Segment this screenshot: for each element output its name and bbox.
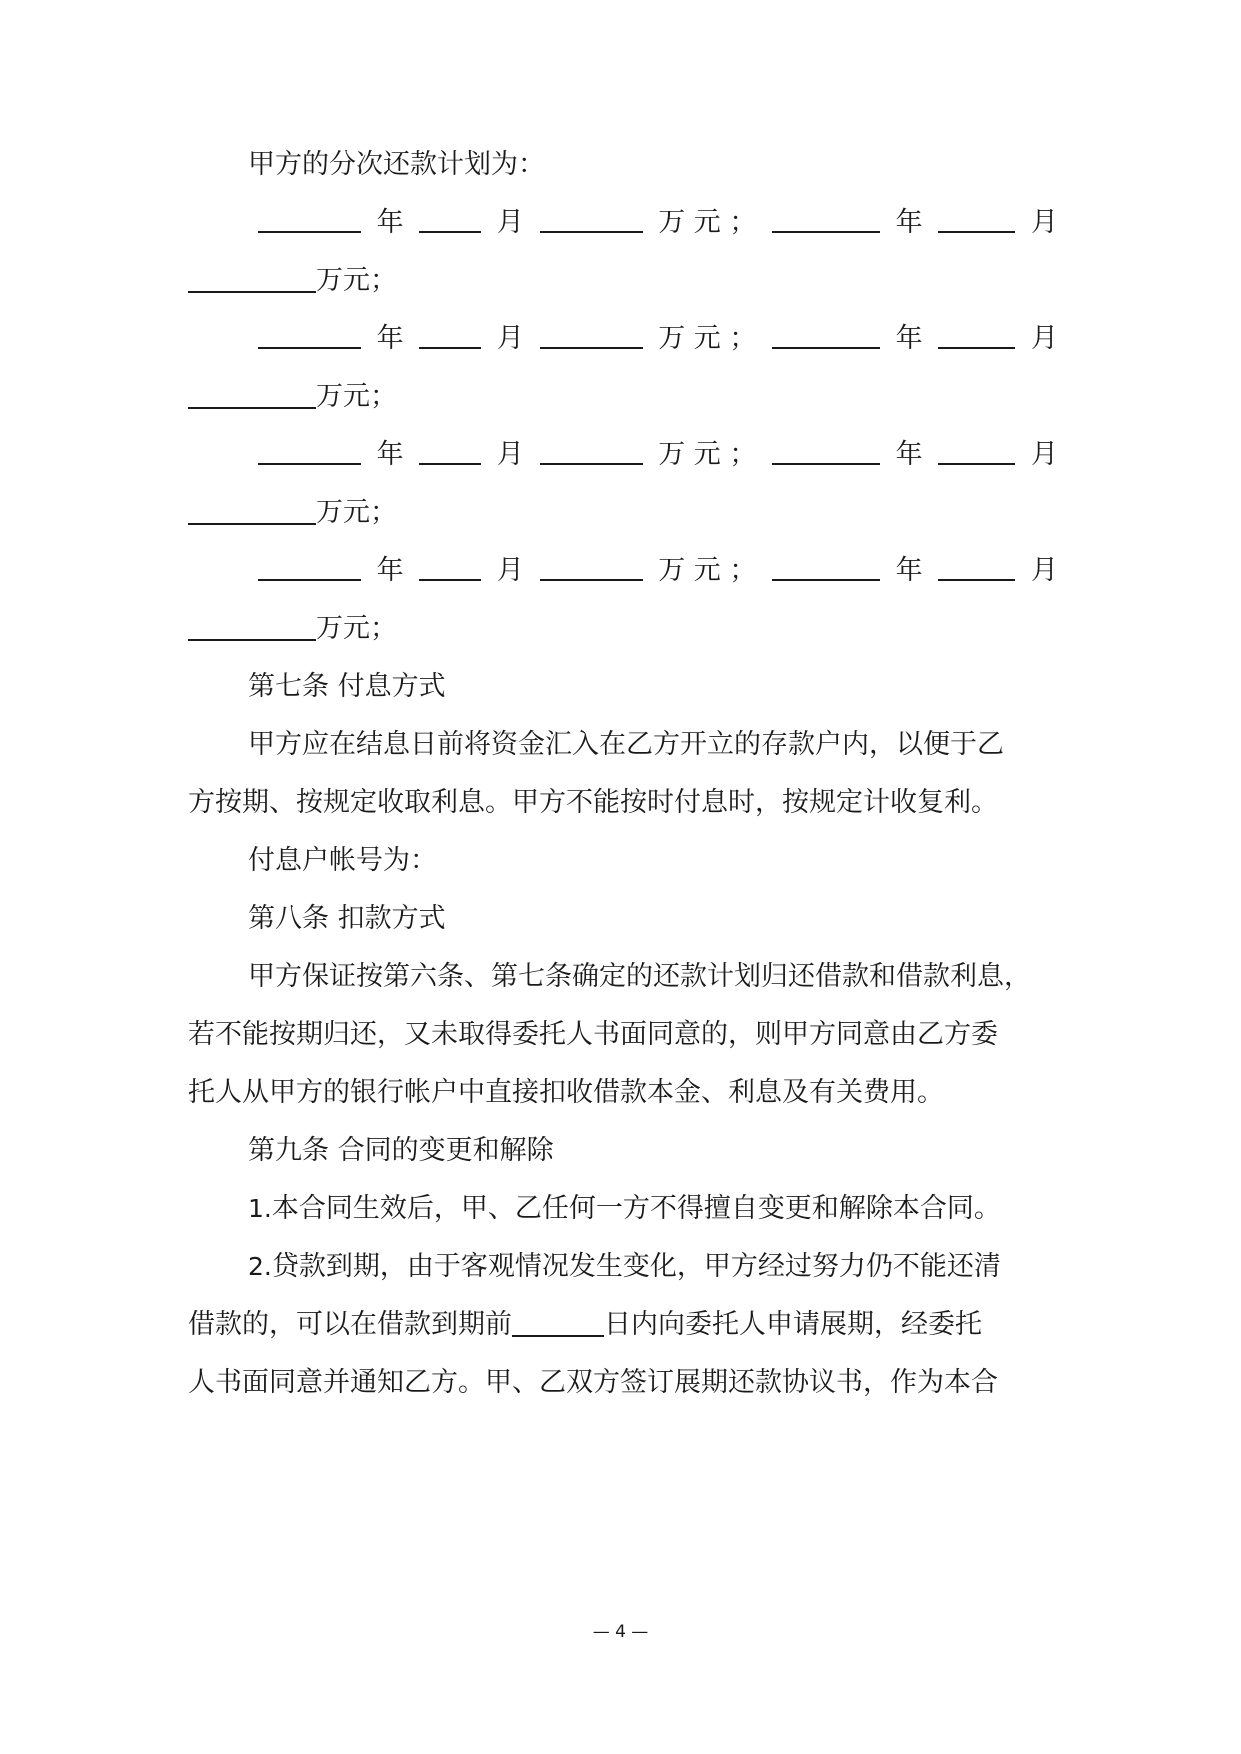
- article-9-item-2-cont: [188, 1305, 1058, 1345]
- month-unit: 月: [1030, 439, 1058, 470]
- amount-unit: 万元；: [316, 265, 397, 296]
- schedule-row-4a: [258, 551, 1058, 591]
- amount-blank[interactable]: [540, 203, 643, 233]
- article-8-text: 托人从甲方的银行帐户中直接扣收借款本金、利息及有关费用。: [188, 1077, 944, 1108]
- schedule-row-1a: [258, 203, 1058, 243]
- article-9-heading: 第九条 合同的变更和解除: [248, 1135, 554, 1166]
- article-8-text: 甲方保证按第六条、第七条确定的还款计划归还借款和借款利息，: [248, 961, 1031, 992]
- days-blank[interactable]: [512, 1307, 604, 1337]
- item-text: 本合同生效后，甲、乙任何一方不得擅自变更和解除本合同。: [271, 1193, 1001, 1224]
- article-9-item-2: [248, 1247, 1118, 1287]
- amount-unit: 万 元 ；: [658, 439, 757, 470]
- article-7-text: 方按期、按规定收取利息。甲方不能按时付息时，按规定计收复利。: [188, 787, 998, 818]
- schedule-row-2b: [188, 377, 1058, 417]
- page-number: — 4 —: [592, 1622, 649, 1642]
- month-unit: 月: [1030, 555, 1058, 586]
- month-unit: 月: [496, 207, 524, 238]
- month-blank[interactable]: [938, 551, 1015, 581]
- article-8-text: 若不能按期归还，又未取得委托人书面同意的，则甲方同意由乙方委: [188, 1019, 998, 1050]
- month-blank[interactable]: [938, 203, 1015, 233]
- year-unit: 年: [376, 323, 404, 354]
- year-blank[interactable]: [258, 435, 361, 465]
- amount-unit: 万元；: [316, 497, 397, 528]
- month-unit: 月: [496, 439, 524, 470]
- amount-blank[interactable]: [540, 435, 643, 465]
- amount-blank[interactable]: [188, 263, 316, 293]
- amount-blank[interactable]: [188, 495, 316, 525]
- year-unit: 年: [895, 323, 923, 354]
- year-unit: 年: [895, 207, 923, 238]
- amount-blank[interactable]: [188, 611, 316, 641]
- year-unit: 年: [895, 555, 923, 586]
- article-9-item-2-cont: 人书面同意并通知乙方。甲、乙双方签订展期还款协议书，作为本合: [188, 1367, 998, 1398]
- month-blank[interactable]: [419, 551, 481, 581]
- article-8-heading: 第八条 扣款方式: [248, 903, 446, 934]
- year-blank[interactable]: [772, 435, 880, 465]
- year-blank[interactable]: [772, 319, 880, 349]
- amount-unit: 万元；: [316, 613, 397, 644]
- amount-unit: 万 元 ；: [658, 323, 757, 354]
- amount-unit: 万 元 ；: [658, 555, 757, 586]
- month-blank[interactable]: [419, 319, 481, 349]
- amount-blank[interactable]: [188, 379, 316, 409]
- article-7-heading: 第七条 付息方式: [248, 671, 446, 702]
- item-number: 1.: [248, 1194, 272, 1223]
- year-unit: 年: [376, 207, 404, 238]
- year-unit: 年: [376, 439, 404, 470]
- schedule-row-3b: [188, 493, 1058, 533]
- month-blank[interactable]: [938, 435, 1015, 465]
- item-text: 贷款到期，由于客观情况发生变化，甲方经过努力仍不能还清: [271, 1251, 1001, 1282]
- month-unit: 月: [496, 555, 524, 586]
- year-blank[interactable]: [772, 203, 880, 233]
- amount-blank[interactable]: [540, 551, 643, 581]
- year-unit: 年: [895, 439, 923, 470]
- year-blank[interactable]: [258, 551, 361, 581]
- article-9-item-1: [248, 1189, 1118, 1229]
- schedule-row-3a: [258, 435, 1058, 475]
- item-number: 2.: [248, 1252, 272, 1281]
- month-unit: 月: [1030, 207, 1058, 238]
- amount-blank[interactable]: [540, 319, 643, 349]
- amount-unit: 万 元 ；: [658, 207, 757, 238]
- item-text: 借款的，可以在借款到期前: [188, 1309, 512, 1340]
- month-blank[interactable]: [938, 319, 1015, 349]
- month-unit: 月: [1030, 323, 1058, 354]
- year-blank[interactable]: [258, 203, 361, 233]
- item-text: 日内向委托人申请展期，经委托: [604, 1309, 982, 1340]
- year-unit: 年: [376, 555, 404, 586]
- year-blank[interactable]: [258, 319, 361, 349]
- schedule-row-2a: [258, 319, 1058, 359]
- schedule-intro: 甲方的分次还款计划为：: [248, 149, 545, 180]
- schedule-row-4b: [188, 609, 1058, 649]
- month-unit: 月: [496, 323, 524, 354]
- schedule-row-1b: [188, 261, 1058, 301]
- amount-unit: 万元；: [316, 381, 397, 412]
- interest-account-label: 付息户帐号为：: [248, 845, 437, 876]
- year-blank[interactable]: [772, 551, 880, 581]
- month-blank[interactable]: [419, 435, 481, 465]
- article-7-text: 甲方应在结息日前将资金汇入在乙方开立的存款户内，以便于乙: [248, 729, 1004, 760]
- month-blank[interactable]: [419, 203, 481, 233]
